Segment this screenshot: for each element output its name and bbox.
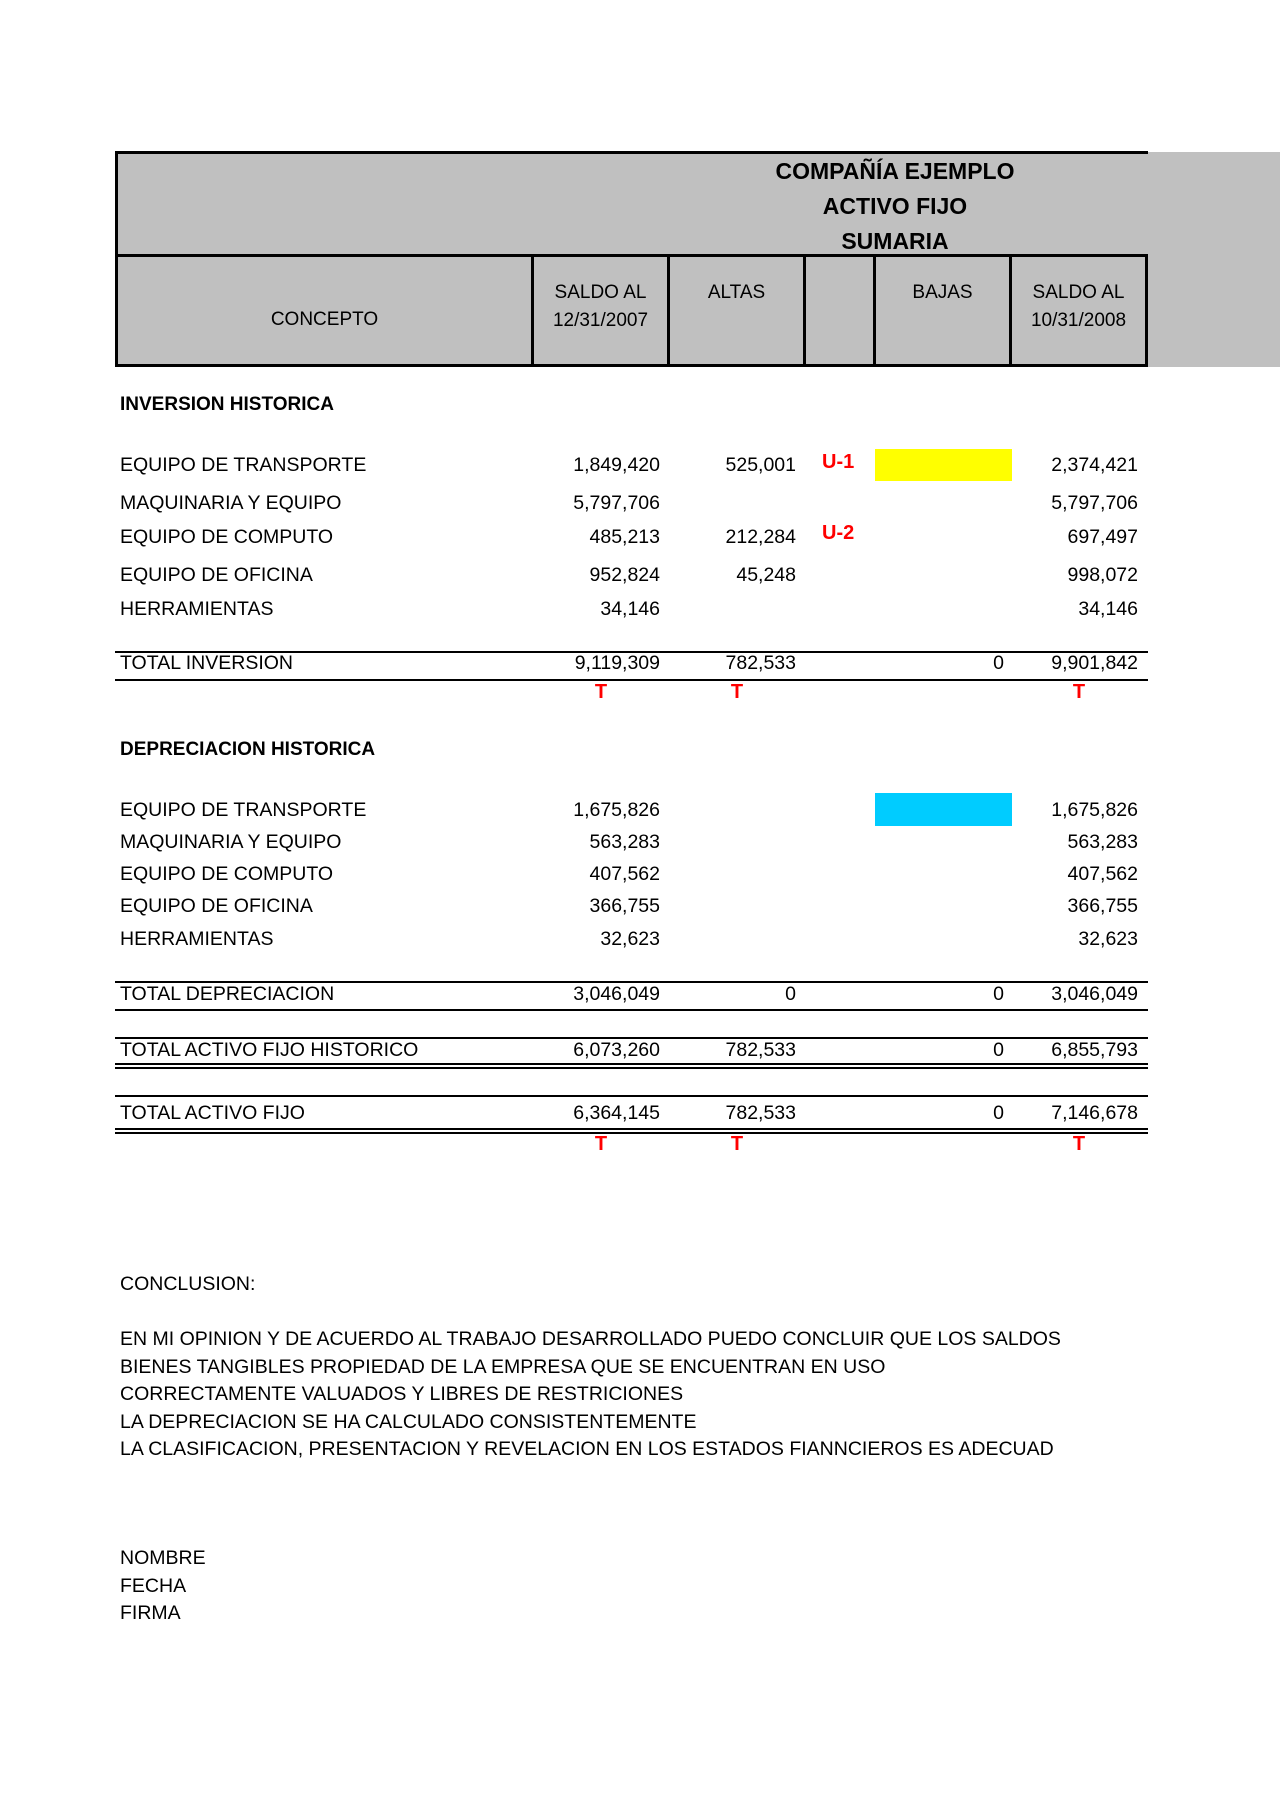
column-header-saldo-final — [1012, 279, 1145, 335]
total-saldo-inicial: 3,046,049 — [573, 983, 660, 1005]
total-saldo-final: 9,901,842 — [1051, 652, 1138, 674]
column-header-line: 10/31/2008 — [1030, 310, 1127, 331]
total-bajas: 0 — [993, 1039, 1004, 1061]
total-depreciacion-label: TOTAL DEPRECIACION — [120, 983, 335, 1005]
row-label: EQUIPO DE COMPUTO — [120, 526, 334, 548]
column-header-line: SALDO AL — [1032, 282, 1125, 303]
double-underline — [115, 1132, 1148, 1134]
total-saldo-final: 6,855,793 — [1051, 1039, 1138, 1061]
cell-saldo-inicial: 34,146 — [600, 598, 660, 620]
cell-saldo-final: 32,623 — [1078, 928, 1138, 950]
cell-saldo-inicial: 952,824 — [589, 564, 660, 586]
conclusion-text — [120, 1326, 1148, 1464]
cell-saldo-final: 697,497 — [1067, 526, 1138, 548]
total-altas: 0 — [785, 983, 796, 1005]
signature-block — [120, 1545, 206, 1628]
header-overflow-band — [1148, 152, 1280, 367]
column-header-bajas: BAJAS — [912, 282, 973, 303]
column-header-line: 12/31/2007 — [552, 310, 649, 331]
cell-saldo-inicial: 32,623 — [600, 928, 660, 950]
column-divider — [803, 254, 806, 367]
column-divider — [873, 254, 876, 367]
conclusion-line: BIENES TANGIBLES PROPIEDAD DE LA EMPRESA QUE SE ENCUENTRAN EN USO — [120, 1355, 886, 1378]
total-bottom-border — [115, 679, 1148, 681]
conclusion-line: LA DEPRECIACION SE HA CALCULADO CONSISTENTEMENTE — [120, 1410, 697, 1433]
row-label: MAQUINARIA Y EQUIPO — [120, 492, 342, 514]
total-activo-fijo-label: TOTAL ACTIVO FIJO — [120, 1102, 305, 1124]
highlight-yellow-cell — [875, 449, 1012, 481]
total-saldo-inicial: 6,073,260 — [573, 1039, 660, 1061]
cell-saldo-final: 998,072 — [1067, 564, 1138, 586]
signature-firma: FIRMA — [120, 1602, 181, 1624]
row-label: HERRAMIENTAS — [120, 598, 274, 620]
total-af-historico-label: TOTAL ACTIVO FIJO HISTORICO — [120, 1039, 419, 1061]
row-label: MAQUINARIA Y EQUIPO — [120, 831, 342, 853]
highlight-cyan-cell — [875, 793, 1012, 826]
section-title-depreciacion: DEPRECIACION HISTORICA — [120, 739, 376, 760]
column-header-concepto: CONCEPTO — [270, 309, 379, 330]
signature-nombre: NOMBRE — [120, 1547, 206, 1569]
tick-mark-t: T — [730, 681, 744, 703]
audit-mark-u1: U-1 — [822, 451, 855, 473]
audit-mark-u2: U-2 — [822, 522, 855, 544]
cell-saldo-inicial: 407,562 — [589, 863, 660, 885]
report-title — [660, 154, 1130, 259]
conclusion-line: LA CLASIFICACION, PRESENTACION Y REVELACION EN LOS ESTADOS FIANNCIEROS ES ADECUAD — [120, 1438, 1054, 1460]
cell-saldo-inicial: 1,675,826 — [573, 799, 660, 821]
row-label: EQUIPO DE TRANSPORTE — [120, 799, 367, 821]
report-subtitle: ACTIVO FIJO — [822, 193, 968, 219]
column-header-saldo-inicial — [534, 279, 667, 335]
tick-mark-t: T — [1072, 681, 1086, 703]
cell-saldo-final: 34,146 — [1078, 598, 1138, 620]
double-underline — [115, 1067, 1148, 1069]
cell-saldo-inicial: 485,213 — [589, 526, 660, 548]
row-label: EQUIPO DE OFICINA — [120, 895, 313, 917]
cell-saldo-final: 2,374,421 — [1051, 454, 1138, 476]
tick-mark-t: T — [594, 681, 608, 703]
header-divider — [115, 254, 1148, 257]
conclusion-label: CONCLUSION: — [120, 1273, 256, 1295]
column-divider — [667, 254, 670, 367]
cell-saldo-final: 563,283 — [1067, 831, 1138, 853]
row-label: EQUIPO DE OFICINA — [120, 564, 313, 586]
double-underline — [115, 1128, 1148, 1130]
cell-saldo-inicial: 5,797,706 — [573, 492, 660, 514]
row-label: EQUIPO DE COMPUTO — [120, 863, 334, 885]
tick-mark-t: T — [1072, 1133, 1086, 1155]
cell-saldo-inicial: 1,849,420 — [573, 454, 660, 476]
total-saldo-inicial: 6,364,145 — [573, 1102, 660, 1124]
total-bottom-border — [115, 1009, 1148, 1011]
conclusion-line: CORRECTAMENTE VALUADOS Y LIBRES DE RESTRICIONES — [120, 1383, 684, 1405]
conclusion-line: EN MI OPINION Y DE ACUERDO AL TRABAJO DESARROLLADO PUEDO CONCLUIR QUE LOS SALDOS — [120, 1328, 1061, 1350]
total-bajas: 0 — [993, 983, 1004, 1005]
total-bajas: 0 — [993, 1102, 1004, 1124]
total-bajas: 0 — [993, 652, 1004, 674]
signature-fecha: FECHA — [120, 1574, 187, 1597]
total-inversion-label: TOTAL INVERSION — [120, 652, 294, 674]
cell-saldo-final: 5,797,706 — [1051, 492, 1138, 514]
section-title-inversion: INVERSION HISTORICA — [120, 394, 334, 415]
double-underline — [115, 1063, 1148, 1065]
column-header-altas: ALTAS — [707, 282, 766, 303]
cell-altas: 45,248 — [736, 564, 796, 586]
total-altas: 782,533 — [725, 1102, 796, 1124]
total-saldo-final: 3,046,049 — [1051, 983, 1138, 1005]
row-label: HERRAMIENTAS — [120, 928, 274, 950]
total-altas: 782,533 — [725, 1039, 796, 1061]
company-name: COMPAÑÍA EJEMPLO — [775, 158, 1015, 184]
cell-altas: 212,284 — [725, 526, 796, 548]
total-saldo-final: 7,146,678 — [1051, 1102, 1138, 1124]
tick-mark-t: T — [594, 1133, 608, 1155]
cell-saldo-final: 366,755 — [1067, 895, 1138, 917]
cell-altas: 525,001 — [725, 454, 796, 476]
total-top-border — [115, 1095, 1148, 1097]
cell-saldo-inicial: 563,283 — [589, 831, 660, 853]
cell-saldo-inicial: 366,755 — [589, 895, 660, 917]
report-type: SUMARIA — [841, 228, 949, 254]
total-saldo-inicial: 9,119,309 — [574, 652, 660, 674]
tick-mark-t: T — [730, 1133, 744, 1155]
total-altas: 782,533 — [725, 652, 796, 674]
header-right-border — [1145, 254, 1148, 367]
row-label: EQUIPO DE TRANSPORTE — [120, 454, 367, 476]
cell-saldo-final: 407,562 — [1067, 863, 1138, 885]
header-bottom-border — [115, 364, 1148, 367]
column-header-line: SALDO AL — [554, 282, 647, 303]
cell-saldo-final: 1,675,826 — [1051, 799, 1138, 821]
